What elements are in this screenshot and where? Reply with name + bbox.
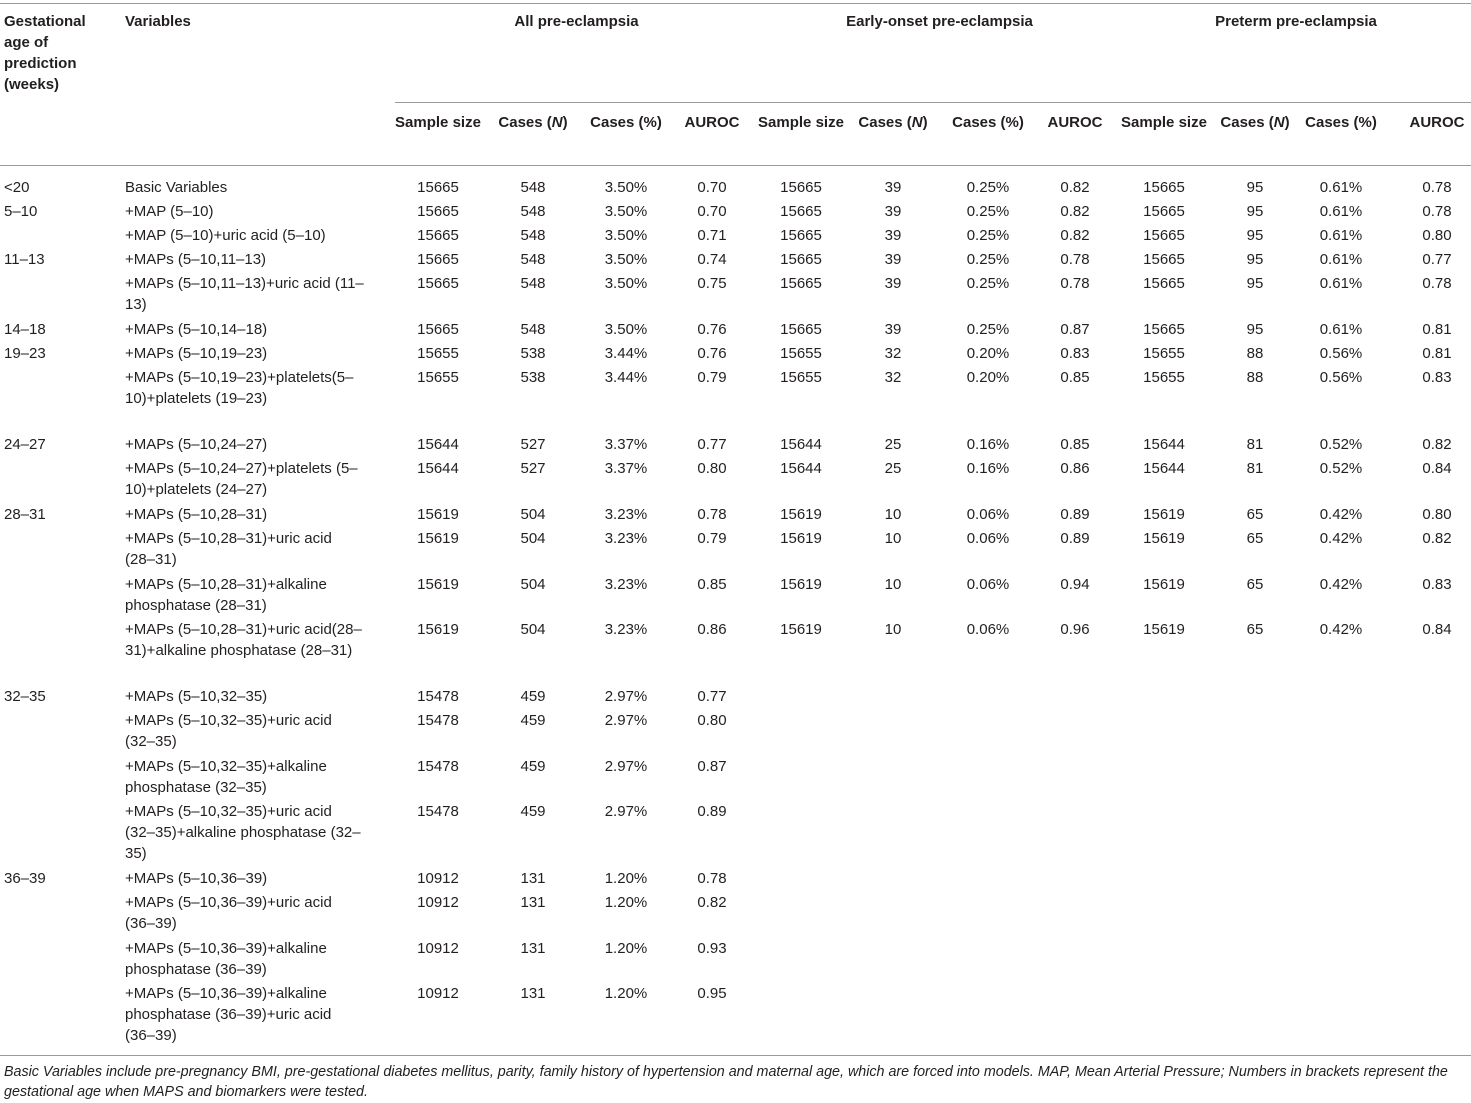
- row-value-cell: 0.77: [1422, 251, 1452, 268]
- row-value-cell: 3.50%: [604, 321, 648, 338]
- row-value-cell: 15619: [780, 530, 822, 547]
- row-value-cell: 1.20%: [604, 940, 648, 957]
- header-group-early: Early-onset pre-eclampsia: [846, 13, 1033, 30]
- row-value-cell: 32: [884, 369, 902, 386]
- row-variables: +MAPs (5–10,19–23)+platelets(5–10)+platelets (19–23): [125, 369, 354, 407]
- row-value-cell: 0.52%: [1319, 460, 1363, 477]
- row-value-cell: 15665: [1143, 275, 1185, 292]
- row-gestational-age: 36–39: [4, 870, 46, 887]
- row-value-cell: 15665: [780, 227, 822, 244]
- row-value-cell: 0.84: [1422, 621, 1452, 638]
- header-group-all: All pre-eclampsia: [514, 13, 639, 30]
- sub-header-part: ): [922, 114, 928, 131]
- row-value-cell: 0.76: [697, 321, 727, 338]
- sub-header-cases-n: [1210, 112, 1300, 133]
- row-value-cell: 15619: [1143, 530, 1185, 547]
- row-value-cell: 0.82: [697, 894, 727, 911]
- row-value-cell: 15619: [417, 576, 459, 593]
- row-value-cell: 0.25%: [966, 179, 1010, 196]
- row-variables: +MAPs (5–10,28–31)+alkaline phosphatase (28–31): [125, 576, 327, 614]
- row-value-cell: 0.80: [697, 460, 727, 477]
- row-value-cell: 15665: [1143, 251, 1185, 268]
- sub-header-part: N: [1273, 114, 1285, 131]
- row-value-cell: 3.23%: [604, 621, 648, 638]
- row-value-cell: 504: [520, 530, 546, 547]
- row-value-cell: 0.61%: [1319, 275, 1363, 292]
- row-value-cell: 0.77: [697, 688, 727, 705]
- row-value-cell: 459: [520, 688, 546, 705]
- row-gestational-age: 24–27: [4, 436, 46, 453]
- row-value-cell: 0.86: [697, 621, 727, 638]
- row-value-cell: 10912: [417, 894, 459, 911]
- row-value-cell: 0.70: [697, 179, 727, 196]
- sub-header-part: Cases (: [498, 114, 552, 131]
- row-value-cell: 3.37%: [604, 460, 648, 477]
- row-value-cell: 15619: [417, 506, 459, 523]
- row-value-cell: 3.37%: [604, 436, 648, 453]
- row-variables: +MAPs (5–10,32–35)+uric acid (32–35): [125, 712, 332, 750]
- row-value-cell: 0.85: [697, 576, 727, 593]
- row-value-cell: 0.77: [697, 436, 727, 453]
- row-value-cell: 15619: [417, 621, 459, 638]
- row-value-cell: 0.25%: [966, 251, 1010, 268]
- row-value-cell: 2.97%: [604, 758, 648, 775]
- row-value-cell: 15619: [1143, 621, 1185, 638]
- sub-header-auroc: AUROC: [684, 114, 740, 131]
- row-value-cell: 65: [1246, 621, 1264, 638]
- row-value-cell: 15655: [1143, 369, 1185, 386]
- row-value-cell: 3.44%: [604, 345, 648, 362]
- header-bottom-rule: [0, 165, 1471, 166]
- row-value-cell: 95: [1246, 203, 1264, 220]
- row-value-cell: 0.42%: [1319, 576, 1363, 593]
- sub-header-part: N: [551, 114, 563, 131]
- row-value-cell: 15644: [780, 436, 822, 453]
- row-value-cell: 0.06%: [966, 530, 1010, 547]
- row-value-cell: 39: [884, 179, 902, 196]
- row-value-cell: 3.23%: [604, 530, 648, 547]
- row-value-cell: 15665: [417, 179, 459, 196]
- row-value-cell: 0.93: [697, 940, 727, 957]
- row-variables: +MAP (5–10): [125, 203, 214, 220]
- row-variables: +MAPs (5–10,36–39)+uric acid (36–39): [125, 894, 332, 932]
- row-gestational-age: 19–23: [4, 345, 46, 362]
- row-value-cell: 1.20%: [604, 985, 648, 1002]
- row-variables: +MAPs (5–10,24–27): [125, 436, 268, 453]
- row-value-cell: 2.97%: [604, 803, 648, 820]
- row-value-cell: 15665: [1143, 227, 1185, 244]
- row-variables: +MAPs (5–10,11–13): [125, 251, 267, 268]
- row-value-cell: 0.52%: [1319, 436, 1363, 453]
- row-value-cell: 0.82: [1060, 203, 1090, 220]
- row-value-cell: 0.76: [697, 345, 727, 362]
- row-value-cell: 15619: [417, 530, 459, 547]
- row-value-cell: 0.87: [697, 758, 727, 775]
- row-value-cell: 0.06%: [966, 621, 1010, 638]
- sub-header-cases-pct: Cases (%): [1305, 114, 1377, 131]
- row-value-cell: 0.80: [1422, 506, 1452, 523]
- row-value-cell: 15655: [780, 369, 822, 386]
- row-value-cell: 0.82: [1060, 227, 1090, 244]
- row-value-cell: 15478: [417, 712, 459, 729]
- row-value-cell: 15665: [417, 227, 459, 244]
- row-value-cell: 10: [884, 621, 902, 638]
- row-value-cell: 548: [520, 275, 546, 292]
- row-value-cell: 15665: [780, 275, 822, 292]
- sub-header-part: Cases (: [1220, 114, 1274, 131]
- row-variables: +MAPs (5–10,24–27)+platelets (5–10)+platelets (24–27): [125, 460, 358, 498]
- row-value-cell: 548: [520, 179, 546, 196]
- row-value-cell: 25: [884, 436, 902, 453]
- row-gestational-age: 5–10: [4, 203, 38, 220]
- row-value-cell: 0.25%: [966, 321, 1010, 338]
- row-value-cell: 538: [520, 345, 546, 362]
- row-value-cell: 0.81: [1422, 321, 1452, 338]
- row-value-cell: 0.86: [1060, 460, 1090, 477]
- row-value-cell: 0.61%: [1319, 321, 1363, 338]
- row-value-cell: 459: [520, 712, 546, 729]
- sub-header-part: ): [562, 114, 568, 131]
- row-value-cell: 15665: [417, 251, 459, 268]
- row-value-cell: 0.85: [1060, 436, 1090, 453]
- row-variables: +MAPs (5–10,36–39): [125, 870, 268, 887]
- row-gestational-age: <20: [4, 179, 30, 196]
- row-value-cell: 3.23%: [604, 506, 648, 523]
- row-value-cell: 3.44%: [604, 369, 648, 386]
- row-value-cell: 0.25%: [966, 227, 1010, 244]
- row-value-cell: 0.85: [1060, 369, 1090, 386]
- row-value-cell: 95: [1246, 321, 1264, 338]
- row-value-cell: 0.83: [1060, 345, 1090, 362]
- row-value-cell: 0.78: [1422, 179, 1452, 196]
- row-gestational-age: 28–31: [4, 506, 46, 523]
- table-top-rule: [0, 3, 1471, 4]
- row-value-cell: 548: [520, 227, 546, 244]
- row-variables: +MAPs (5–10,36–39)+alkaline phosphatase (36–39)+uric acid (36–39): [125, 985, 332, 1044]
- row-value-cell: 0.78: [697, 506, 727, 523]
- row-value-cell: 0.80: [1422, 227, 1452, 244]
- row-value-cell: 39: [884, 275, 902, 292]
- row-value-cell: 65: [1246, 576, 1264, 593]
- row-value-cell: 15655: [780, 345, 822, 362]
- row-value-cell: 15619: [780, 621, 822, 638]
- row-value-cell: 2.97%: [604, 712, 648, 729]
- row-value-cell: 10912: [417, 870, 459, 887]
- row-value-cell: 15655: [1143, 345, 1185, 362]
- row-value-cell: 39: [884, 203, 902, 220]
- row-value-cell: 0.71: [697, 227, 727, 244]
- row-value-cell: 0.16%: [966, 460, 1010, 477]
- table-footnote: Basic Variables include pre-pregnancy BMI, pre-gestational diabetes mellitus, parity, family history of hypertension and maternal age, which are forced into models. MAP, Mean Arterial Pressure; Numbers in brackets represent the gestational age when MAPS and biomarkers were tested.: [4, 1064, 1448, 1100]
- row-value-cell: 0.20%: [966, 345, 1010, 362]
- row-value-cell: 0.79: [697, 369, 727, 386]
- row-variables: +MAP (5–10)+uric acid (5–10): [125, 227, 326, 244]
- row-value-cell: 15665: [1143, 179, 1185, 196]
- header-group-preterm: Preterm pre-eclampsia: [1215, 13, 1377, 30]
- row-value-cell: 39: [884, 227, 902, 244]
- row-value-cell: 0.61%: [1319, 227, 1363, 244]
- row-value-cell: 25: [884, 460, 902, 477]
- row-value-cell: 0.70: [697, 203, 727, 220]
- row-value-cell: 0.75: [697, 275, 727, 292]
- row-value-cell: 0.16%: [966, 436, 1010, 453]
- sub-header-sample-size: Sample size: [395, 114, 481, 131]
- row-value-cell: 15665: [1143, 321, 1185, 338]
- row-value-cell: 0.95: [697, 985, 727, 1002]
- row-value-cell: 1.20%: [604, 894, 648, 911]
- row-value-cell: 0.78: [1422, 275, 1452, 292]
- row-value-cell: 459: [520, 758, 546, 775]
- row-variables: +MAPs (5–10,14–18): [125, 321, 268, 338]
- row-value-cell: 538: [520, 369, 546, 386]
- row-value-cell: 0.20%: [966, 369, 1010, 386]
- row-value-cell: 15665: [780, 203, 822, 220]
- row-variables: +MAPs (5–10,32–35): [125, 688, 268, 705]
- row-value-cell: 0.87: [1060, 321, 1090, 338]
- row-value-cell: 459: [520, 803, 546, 820]
- sub-header-part: Cases (: [858, 114, 912, 131]
- header-group-rule: [395, 102, 1471, 103]
- row-value-cell: 15655: [417, 345, 459, 362]
- row-value-cell: 3.23%: [604, 576, 648, 593]
- row-value-cell: 0.89: [697, 803, 727, 820]
- sub-header-cases-pct: Cases (%): [590, 114, 662, 131]
- row-value-cell: 15619: [1143, 576, 1185, 593]
- row-value-cell: 0.42%: [1319, 506, 1363, 523]
- row-value-cell: 15478: [417, 688, 459, 705]
- row-value-cell: 0.25%: [966, 203, 1010, 220]
- row-value-cell: 0.78: [697, 870, 727, 887]
- row-value-cell: 81: [1246, 460, 1264, 477]
- row-value-cell: 0.06%: [966, 576, 1010, 593]
- row-value-cell: 527: [520, 460, 546, 477]
- row-value-cell: 131: [520, 870, 546, 887]
- row-value-cell: 15644: [780, 460, 822, 477]
- sub-header-cases-n: [848, 112, 938, 133]
- row-value-cell: 0.42%: [1319, 530, 1363, 547]
- row-gestational-age: 14–18: [4, 321, 46, 338]
- row-value-cell: 131: [520, 985, 546, 1002]
- row-value-cell: 10912: [417, 985, 459, 1002]
- row-value-cell: 15665: [417, 321, 459, 338]
- row-value-cell: 95: [1246, 275, 1264, 292]
- row-value-cell: 0.83: [1422, 369, 1452, 386]
- row-value-cell: 548: [520, 251, 546, 268]
- row-value-cell: 0.56%: [1319, 369, 1363, 386]
- row-value-cell: 15478: [417, 758, 459, 775]
- sub-header-sample-size: Sample size: [1121, 114, 1207, 131]
- row-value-cell: 3.50%: [604, 179, 648, 196]
- row-variables: Basic Variables: [125, 179, 228, 196]
- row-value-cell: 95: [1246, 179, 1264, 196]
- row-value-cell: 504: [520, 506, 546, 523]
- row-variables: +MAPs (5–10,19–23): [125, 345, 268, 362]
- row-value-cell: 65: [1246, 506, 1264, 523]
- sub-header-part: ): [1284, 114, 1290, 131]
- row-value-cell: 0.61%: [1319, 179, 1363, 196]
- sub-header-cases-pct: Cases (%): [952, 114, 1024, 131]
- sub-header-sample-size: Sample size: [758, 114, 844, 131]
- row-value-cell: 15644: [1143, 436, 1185, 453]
- row-value-cell: 3.50%: [604, 251, 648, 268]
- row-value-cell: 1.20%: [604, 870, 648, 887]
- row-value-cell: 10: [884, 506, 902, 523]
- row-value-cell: 65: [1246, 530, 1264, 547]
- row-value-cell: 0.82: [1422, 530, 1452, 547]
- row-value-cell: 0.84: [1422, 460, 1452, 477]
- row-value-cell: 0.94: [1060, 576, 1090, 593]
- row-value-cell: 0.82: [1422, 436, 1452, 453]
- row-gestational-age: 11–13: [4, 251, 45, 268]
- row-value-cell: 15665: [780, 321, 822, 338]
- row-value-cell: 0.74: [697, 251, 727, 268]
- row-variables: +MAPs (5–10,28–31)+uric acid (28–31): [125, 530, 332, 568]
- row-value-cell: 0.06%: [966, 506, 1010, 523]
- row-value-cell: 88: [1246, 369, 1264, 386]
- row-variables: +MAPs (5–10,28–31)+uric acid(28–31)+alkaline phosphatase (28–31): [125, 621, 362, 659]
- row-value-cell: 0.78: [1060, 251, 1090, 268]
- row-value-cell: 15619: [780, 506, 822, 523]
- header-variables: Variables: [125, 13, 191, 30]
- row-value-cell: 15665: [780, 251, 822, 268]
- row-value-cell: 0.83: [1422, 576, 1452, 593]
- row-value-cell: 131: [520, 894, 546, 911]
- row-value-cell: 15644: [417, 460, 459, 477]
- sub-header-auroc: AUROC: [1409, 114, 1465, 131]
- row-value-cell: 3.50%: [604, 227, 648, 244]
- table-bottom-rule: [0, 1055, 1471, 1056]
- row-value-cell: 10: [884, 576, 902, 593]
- row-value-cell: 15665: [417, 275, 459, 292]
- row-value-cell: 0.80: [697, 712, 727, 729]
- row-value-cell: 2.97%: [604, 688, 648, 705]
- row-variables: +MAPs (5–10,28–31): [125, 506, 268, 523]
- row-value-cell: 548: [520, 321, 546, 338]
- sub-header-part: N: [911, 114, 923, 131]
- row-value-cell: 0.25%: [966, 275, 1010, 292]
- row-value-cell: 504: [520, 621, 546, 638]
- row-value-cell: 32: [884, 345, 902, 362]
- row-value-cell: 3.50%: [604, 203, 648, 220]
- row-value-cell: 15644: [417, 436, 459, 453]
- sub-header-cases-n: [488, 112, 578, 133]
- row-variables: +MAPs (5–10,32–35)+alkaline phosphatase (32–35): [125, 758, 327, 796]
- row-value-cell: 15619: [1143, 506, 1185, 523]
- row-value-cell: 10: [884, 530, 902, 547]
- row-variables: +MAPs (5–10,36–39)+alkaline phosphatase (36–39): [125, 940, 327, 978]
- row-value-cell: 0.81: [1422, 345, 1452, 362]
- row-value-cell: 548: [520, 203, 546, 220]
- row-value-cell: 0.42%: [1319, 621, 1363, 638]
- row-value-cell: 81: [1246, 436, 1264, 453]
- row-variables: +MAPs (5–10,11–13)+uric acid (11–13): [125, 275, 364, 313]
- row-value-cell: 39: [884, 321, 902, 338]
- row-value-cell: 0.61%: [1319, 203, 1363, 220]
- row-value-cell: 95: [1246, 227, 1264, 244]
- row-variables: +MAPs (5–10,32–35)+uric acid (32–35)+alkaline phosphatase (32–35): [125, 803, 361, 862]
- sub-header-auroc: AUROC: [1047, 114, 1103, 131]
- row-value-cell: 527: [520, 436, 546, 453]
- row-value-cell: 15665: [417, 203, 459, 220]
- row-value-cell: 15619: [780, 576, 822, 593]
- header-gestational-age: Gestational age of prediction (weeks): [4, 13, 86, 93]
- row-value-cell: 39: [884, 251, 902, 268]
- row-value-cell: 0.61%: [1319, 251, 1363, 268]
- row-value-cell: 95: [1246, 251, 1264, 268]
- row-value-cell: 15665: [1143, 203, 1185, 220]
- row-value-cell: 15478: [417, 803, 459, 820]
- row-value-cell: 88: [1246, 345, 1264, 362]
- row-gestational-age: 32–35: [4, 688, 46, 705]
- row-value-cell: 0.96: [1060, 621, 1090, 638]
- row-value-cell: 0.78: [1060, 275, 1090, 292]
- row-value-cell: 504: [520, 576, 546, 593]
- row-value-cell: 15644: [1143, 460, 1185, 477]
- row-value-cell: 10912: [417, 940, 459, 957]
- row-value-cell: 0.89: [1060, 506, 1090, 523]
- row-value-cell: 15655: [417, 369, 459, 386]
- row-value-cell: 0.89: [1060, 530, 1090, 547]
- row-value-cell: 3.50%: [604, 275, 648, 292]
- row-value-cell: 0.78: [1422, 203, 1452, 220]
- row-value-cell: 15665: [780, 179, 822, 196]
- row-value-cell: 0.56%: [1319, 345, 1363, 362]
- row-value-cell: 0.82: [1060, 179, 1090, 196]
- row-value-cell: 131: [520, 940, 546, 957]
- row-value-cell: 0.79: [697, 530, 727, 547]
